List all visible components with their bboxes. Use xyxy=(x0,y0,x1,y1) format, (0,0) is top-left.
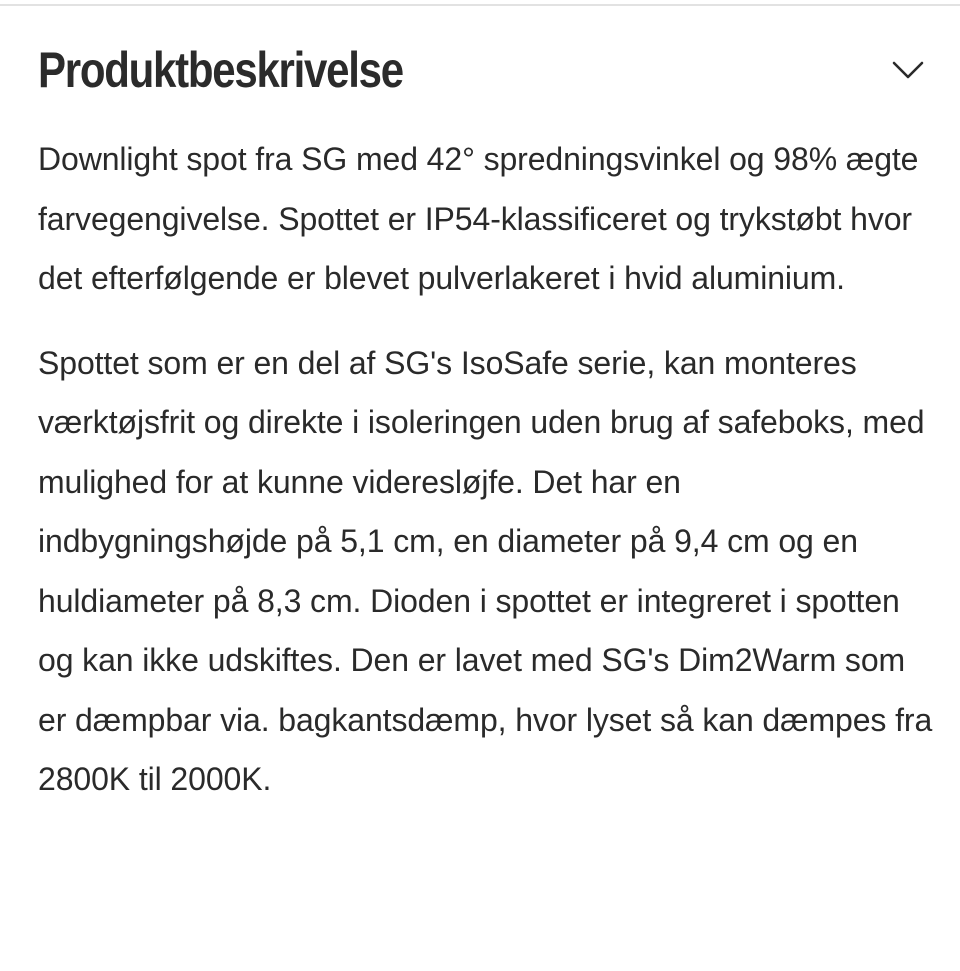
description-paragraph: Downlight spot fra SG med 42° spredningsvinkel og 98% ægte farvegengivelse. Spottet er IP54-klassificeret og trykstøbt hvor det efterfølgende er blevet pulverlakeret i hvid aluminium. xyxy=(38,141,919,296)
description-paragraph: Spottet som er en del af SG's IsoSafe serie, kan monteres værktøjsfrit og direkte i isoleringen uden brug af safeboks, med mulighed for at kunne videresløjfe. Det har en indbygningshøjde på 5,1 cm, en diameter på 9,4 cm og en huldiameter på 8,3 cm. Dioden i spottet er integreret i spotten og kan ikke udskiftes. Den er lavet med SG's Dim2Warm som er dæmpbar via. bagkantsdæmp, hvor lyset så kan dæmpes fra 2800K til 2000K. xyxy=(38,344,933,797)
description-body xyxy=(38,130,938,810)
accordion-header[interactable] xyxy=(0,30,960,110)
chevron-down-icon[interactable] xyxy=(892,60,924,80)
section-title: Produktbeskrivelse xyxy=(38,42,403,98)
